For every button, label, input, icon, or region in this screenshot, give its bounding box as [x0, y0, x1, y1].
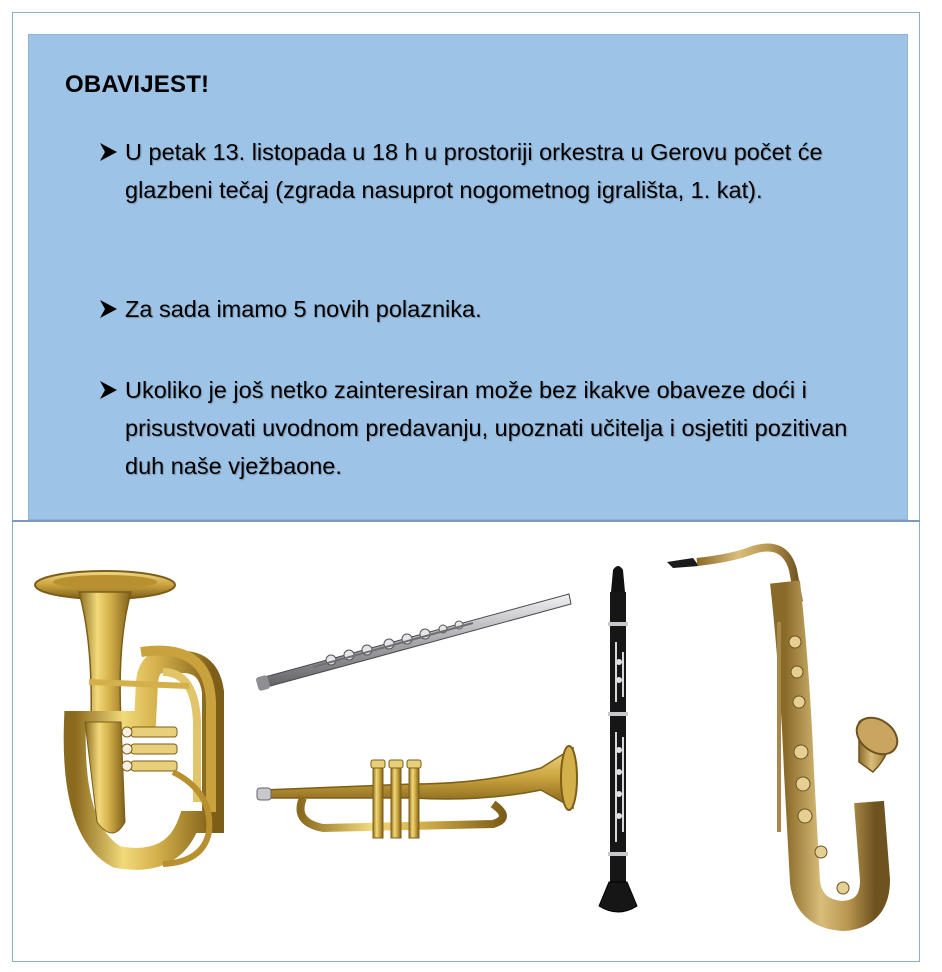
arrow-bullet-icon	[97, 290, 121, 328]
instruments-illustration	[13, 522, 919, 961]
notice-item-text: Ukoliko je još netko zainteresiran može bez ikakve obaveze doći i prisustvovati uvodnom predavanju, upoznati učitelja i osjetiti pozitivan duh naše vježbaone.	[125, 377, 848, 479]
saxophone-icon	[667, 548, 904, 917]
notice-box	[28, 34, 908, 520]
notice-title: OBAVIJEST!	[65, 71, 210, 98]
arrow-bullet-icon	[97, 371, 121, 409]
arrow-bullet-icon	[97, 133, 121, 171]
notice-item-text: U petak 13. listopada u 18 h u prostoriji orkestra u Gerovu počet će glazbeni tečaj (zgrada nasuprot nogometnog igrališta, 1. kat).	[125, 139, 823, 203]
flute-icon	[255, 594, 571, 691]
tuba-icon	[35, 571, 213, 864]
notice-item	[97, 290, 885, 328]
notice-item	[97, 371, 885, 485]
notice-item-text: Za sada imamo 5 novih polaznika.	[125, 296, 482, 322]
clarinet-icon	[599, 566, 637, 912]
trumpet-icon	[257, 746, 577, 838]
notice-item	[97, 133, 885, 209]
